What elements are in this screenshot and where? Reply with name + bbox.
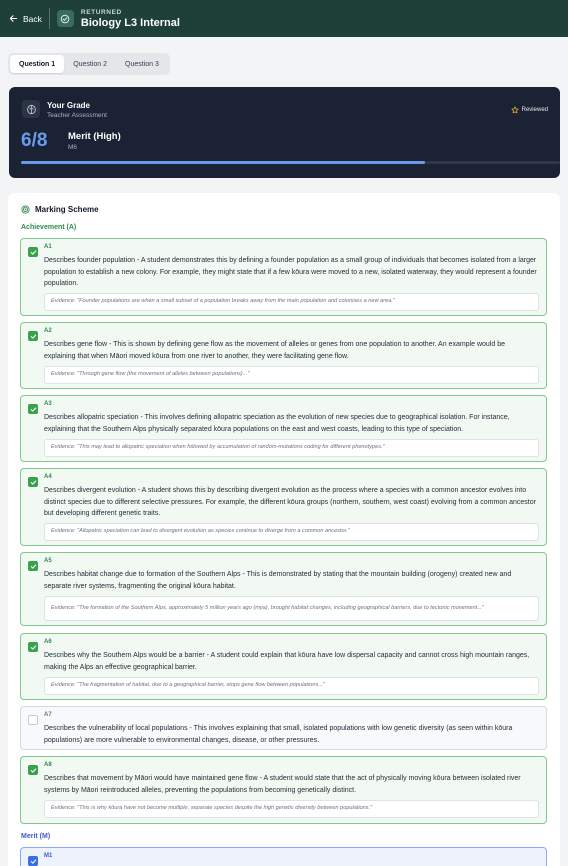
checkmark-icon — [30, 563, 37, 570]
grade-progress-fill — [21, 161, 425, 164]
criterion-evidence: Evidence: "The formation of the Southern Alps, approximately 5 million years ago (mya), brought habitat changes, including geographical barriers, due to tectonic movement..." — [44, 596, 539, 621]
criterion-description: Describes allopatric speciation - This involves defining allopatric speciation as the evolution of new species due to geographical isolation. For instance, explaining that the Southern Alps physically separated kōura populations on the east and west coasts, leading to this type of speciation. — [44, 414, 510, 433]
status-label: RETURNED — [80, 8, 122, 16]
criterion-description: Describes why the Southern Alps would be a barrier - A student could explain that kōura have low dispersal capacity and cannot cross high mountain ranges, making the Alps an effective geographical barrier. — [44, 652, 530, 671]
criterion-a5 — [20, 552, 547, 626]
grade-title: Your Grade — [47, 101, 90, 110]
grade-code: M6 — [68, 144, 78, 151]
grade-score: 6/8 — [21, 130, 48, 151]
criterion-code: A7 — [44, 712, 52, 718]
criterion-code: A4 — [44, 474, 52, 480]
divider — [49, 8, 50, 29]
question-tabs — [8, 53, 170, 75]
tab-question-2[interactable]: Question 2 — [73, 60, 108, 68]
criterion-evidence: Evidence: "The fragmentation of habitat, due to a geographical barrier, stops gene flow between populations..." — [44, 677, 539, 695]
grade-progress-track — [21, 161, 560, 164]
criterion-a2 — [20, 322, 547, 389]
grade-icon-badge — [22, 100, 40, 118]
grade-subtitle: Teacher Assessment — [47, 112, 107, 119]
marking-scheme-heading — [21, 205, 99, 214]
reviewed-badge — [511, 106, 548, 114]
criterion-checkbox[interactable] — [28, 404, 38, 414]
checkmark-icon — [30, 858, 37, 865]
reviewed-label: Reviewed — [521, 107, 548, 113]
merit-section-label: Merit (M) — [21, 833, 51, 840]
criterion-description: Describes gene flow - This is shown by defining gene flow as the movement of alleles or genes from one population to another. An example would be explaining that when Māori moved kōura from one river to another, they were facilitating gene flow. — [44, 341, 505, 360]
achievement-section-label: Achievement (A) — [21, 224, 77, 231]
title-block — [81, 8, 180, 30]
arrow-left-icon — [9, 14, 18, 23]
criterion-checkbox[interactable] — [28, 715, 38, 725]
criterion-description: Describes that movement by Māori would have maintained gene flow - A student would state that the act of physically moving kōura between isolated river systems by Māori reintroduced alleles, preventing the populations from becoming genetically distinct. — [44, 775, 521, 794]
criterion-code: A6 — [44, 639, 52, 645]
criterion-code: A5 — [44, 558, 52, 564]
criterion-a1 — [20, 238, 547, 316]
criterion-evidence: Evidence: "This is why kōura have not become multiple, separate species despite the high genetic diversity between populations." — [44, 800, 539, 818]
marking-scheme-title: Marking Scheme — [35, 205, 99, 214]
criterion-checkbox[interactable] — [28, 642, 38, 652]
criterion-m1 — [20, 847, 547, 866]
checkmark-icon — [30, 479, 37, 486]
criterion-evidence: Evidence: "This may lead to allopatric speciation when followed by accumulation of random-mutations coding for different phenotypes." — [44, 439, 539, 457]
criterion-a6 — [20, 633, 547, 700]
criterion-a8 — [20, 756, 547, 824]
grade-level: Merit (High) — [68, 131, 121, 142]
criterion-description: Describes divergent evolution - A student shows this by describing divergent evolution as the process where a species with a common ancestor evolves into distinct species due to different selective pressures. For example, the different kōura groups (northern, southern, west coast) evolving from a common ancestor but developing different genetic traits. — [44, 487, 536, 517]
back-label: Back — [23, 13, 42, 24]
grade-card — [9, 87, 560, 178]
tab-question-1[interactable]: Question 1 — [10, 55, 64, 73]
criterion-evidence: Evidence: "Through gene flow (the movement of alleles between populations)..." — [44, 366, 539, 384]
criterion-code: A8 — [44, 762, 52, 768]
criterion-evidence: Evidence: "Founder populations are when a small subset of a population breaks away from the main population and colonises a new area." — [44, 293, 539, 311]
back-button[interactable] — [9, 14, 42, 24]
top-bar — [0, 0, 568, 37]
marking-scheme-card — [8, 193, 560, 866]
criterion-checkbox[interactable] — [28, 247, 38, 257]
checkmark-icon — [30, 249, 37, 256]
criterion-evidence: Evidence: "Allopatric speciation can lead to divergent evolution as species continue to diverge from a common ancestor." — [44, 523, 539, 541]
page-title: Biology L3 Internal — [80, 16, 180, 29]
checkmark-icon — [30, 644, 37, 651]
criterion-description: Describes habitat change due to formation of the Southern Alps - This is demonstrated by stating that the mountain building (orogeny) created new and separate river systems, fragmenting the original kōura habitat. — [44, 571, 512, 590]
checkmark-icon — [30, 767, 37, 774]
criterion-code: A3 — [44, 401, 52, 407]
target-icon — [21, 205, 30, 214]
assessment-badge — [57, 10, 74, 27]
criterion-a4 — [20, 468, 547, 546]
criterion-checkbox[interactable] — [28, 331, 38, 341]
checkmark-icon — [30, 406, 37, 413]
criterion-code: A1 — [44, 244, 52, 250]
star-icon — [511, 106, 519, 114]
criterion-checkbox[interactable] — [28, 561, 38, 571]
criterion-description: Describes founder population - A student demonstrates this by defining a founder population as a small group of individuals that becomes isolated from a larger population to establish a new colony. For example, they might state that if a few kōura were moved to a new, isolated waterway, they would represent a founder population. — [44, 257, 537, 287]
criterion-description: Describes the vulnerability of local populations - This involves explaining that small, isolated populations with low genetic diversity (as seen within kōura populations) are more vulnerable to environmental changes, disease, or other pressures. — [44, 725, 513, 744]
criterion-code: A2 — [44, 328, 52, 334]
criterion-a7 — [20, 706, 547, 750]
checkmark-icon — [30, 333, 37, 340]
tab-question-3[interactable]: Question 3 — [125, 60, 159, 68]
brain-icon — [26, 104, 37, 115]
criterion-checkbox[interactable] — [28, 477, 38, 487]
criterion-checkbox[interactable] — [28, 765, 38, 775]
criterion-code: M1 — [44, 853, 53, 859]
criterion-a3 — [20, 395, 547, 462]
check-circle-icon — [60, 14, 70, 24]
criterion-checkbox[interactable] — [28, 856, 38, 866]
